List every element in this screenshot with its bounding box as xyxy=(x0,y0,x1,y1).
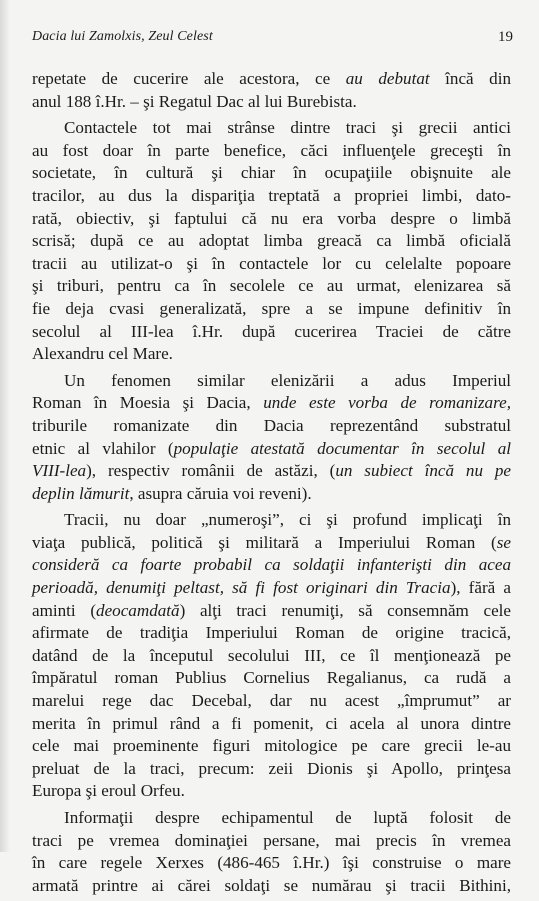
text-line: repetate de cucerire ale acestora, ce au debutat încă din xyxy=(32,69,511,88)
text-line: preluat de la traci, precum: zeii Dionis şi Apollo, prinţesa xyxy=(32,758,511,778)
text-line: scrisă; după ce au adoptat limba greacă ca limbă oficială xyxy=(32,231,511,251)
page-number: 19 xyxy=(498,29,513,45)
text-line: merita în primul rând a fi pomenit, ci acela al unora dintre xyxy=(32,713,511,733)
text-line: Contactele tot mai strânse dintre traci şi grecii antici xyxy=(64,118,511,138)
text-line: triburile romanizate din Dacia reprezentând substratul xyxy=(32,415,511,435)
text-line: Roman în Moesia şi Dacia, unde este vorba de romanizare, xyxy=(32,393,511,413)
text-line: VIII-lea), respectiv românii de astăzi, (un subiect încă nu pe xyxy=(32,461,511,481)
text-line: datând de la începutul secolului III, ce îl menţionează pe xyxy=(32,645,511,665)
text-line: perioadă, denumiţi peltast, să fi fost originari din Tracia), fără a xyxy=(32,578,511,598)
paragraph-5 xyxy=(32,807,511,897)
text-line: marelui rege dac Decebal, dar nu acest „împrumut” ar xyxy=(32,691,511,711)
paragraph-4 xyxy=(32,509,511,803)
text-line: împăratul roman Publius Cornelius Regalianus, ca rudă a xyxy=(32,668,511,688)
text-line: Un fenomen similar elenizării a adus Imperiul xyxy=(64,370,511,390)
text-line: viaţa publică, politică şi militară a Imperiului Roman (se xyxy=(32,532,511,552)
text-line: deplin lămurit, asupra căruia voi reveni). xyxy=(32,483,312,503)
text-line: rată, obiectiv, şi faptului că nu era vorba despre o limbă xyxy=(32,208,511,228)
paragraph-1 xyxy=(32,68,511,113)
page-header xyxy=(32,29,513,51)
page-gutter-shadow xyxy=(0,0,10,852)
text-line: Alexandru cel Mare. xyxy=(32,344,173,364)
text-line: societate, în cultură şi chiar în ocupaţiile obişnuite ale xyxy=(32,163,511,183)
text-line: cele mai proeminente figuri mitologice pe care grecii le-au xyxy=(32,736,511,756)
text-line: şi triburi, pentru ca în secolele ce au urmat, elenizarea să xyxy=(32,276,511,296)
text-line: tracii au utilizat-o şi în contactele lor cu celelalte popoare xyxy=(32,253,511,273)
text-line: armată printre ai cărei soldaţi se numărau şi tracii Bithini, xyxy=(32,875,511,895)
body-text xyxy=(32,68,511,901)
text-line: aminti (deocamdată) alţi traci renumiţi, să consemnăm cele xyxy=(32,600,511,620)
text-line: anul 188 î.Hr. – şi Regatul Dac al lui Burebista. xyxy=(32,91,357,111)
text-line: Europa şi eroul Orfeu. xyxy=(32,781,185,801)
text-line: Tracii, nu doar „numeroşi”, ci şi profund implicaţi în xyxy=(64,510,511,530)
text-line: traci pe vremea dominaţiei persane, mai precis în vremea xyxy=(32,830,511,850)
text-line: secolul al III-lea î.Hr. după cucerirea Traciei de către xyxy=(32,321,511,341)
text-line: consideră ca foarte probabil ca soldaţii infanterişti din acea xyxy=(32,555,511,575)
text-line: fie deja cvasi generalizată, spre a se impune definitiv în xyxy=(32,298,511,318)
running-head: Dacia lui Zamolxis, Zeul Celest xyxy=(32,29,213,44)
paragraph-3 xyxy=(32,370,511,506)
text-line: afirmate de tradiţia Imperiului Roman de origine tracică, xyxy=(32,623,511,643)
text-line: au fost doar în parte benefice, căci influenţele greceşti în xyxy=(32,140,511,160)
text-line: Informaţii despre echipamentul de luptă folosit de xyxy=(64,808,511,827)
text-line: în care regele Xerxes (486-465 î.Hr.) îşi construise o mare xyxy=(32,853,511,873)
text-line: etnic al vlahilor (populaţie atestată documentar în secolul al xyxy=(32,438,511,458)
paragraph-2 xyxy=(32,117,511,366)
text-line: tracilor, au dus la dispariţia treptată a propriei limbi, dato- xyxy=(32,185,511,205)
